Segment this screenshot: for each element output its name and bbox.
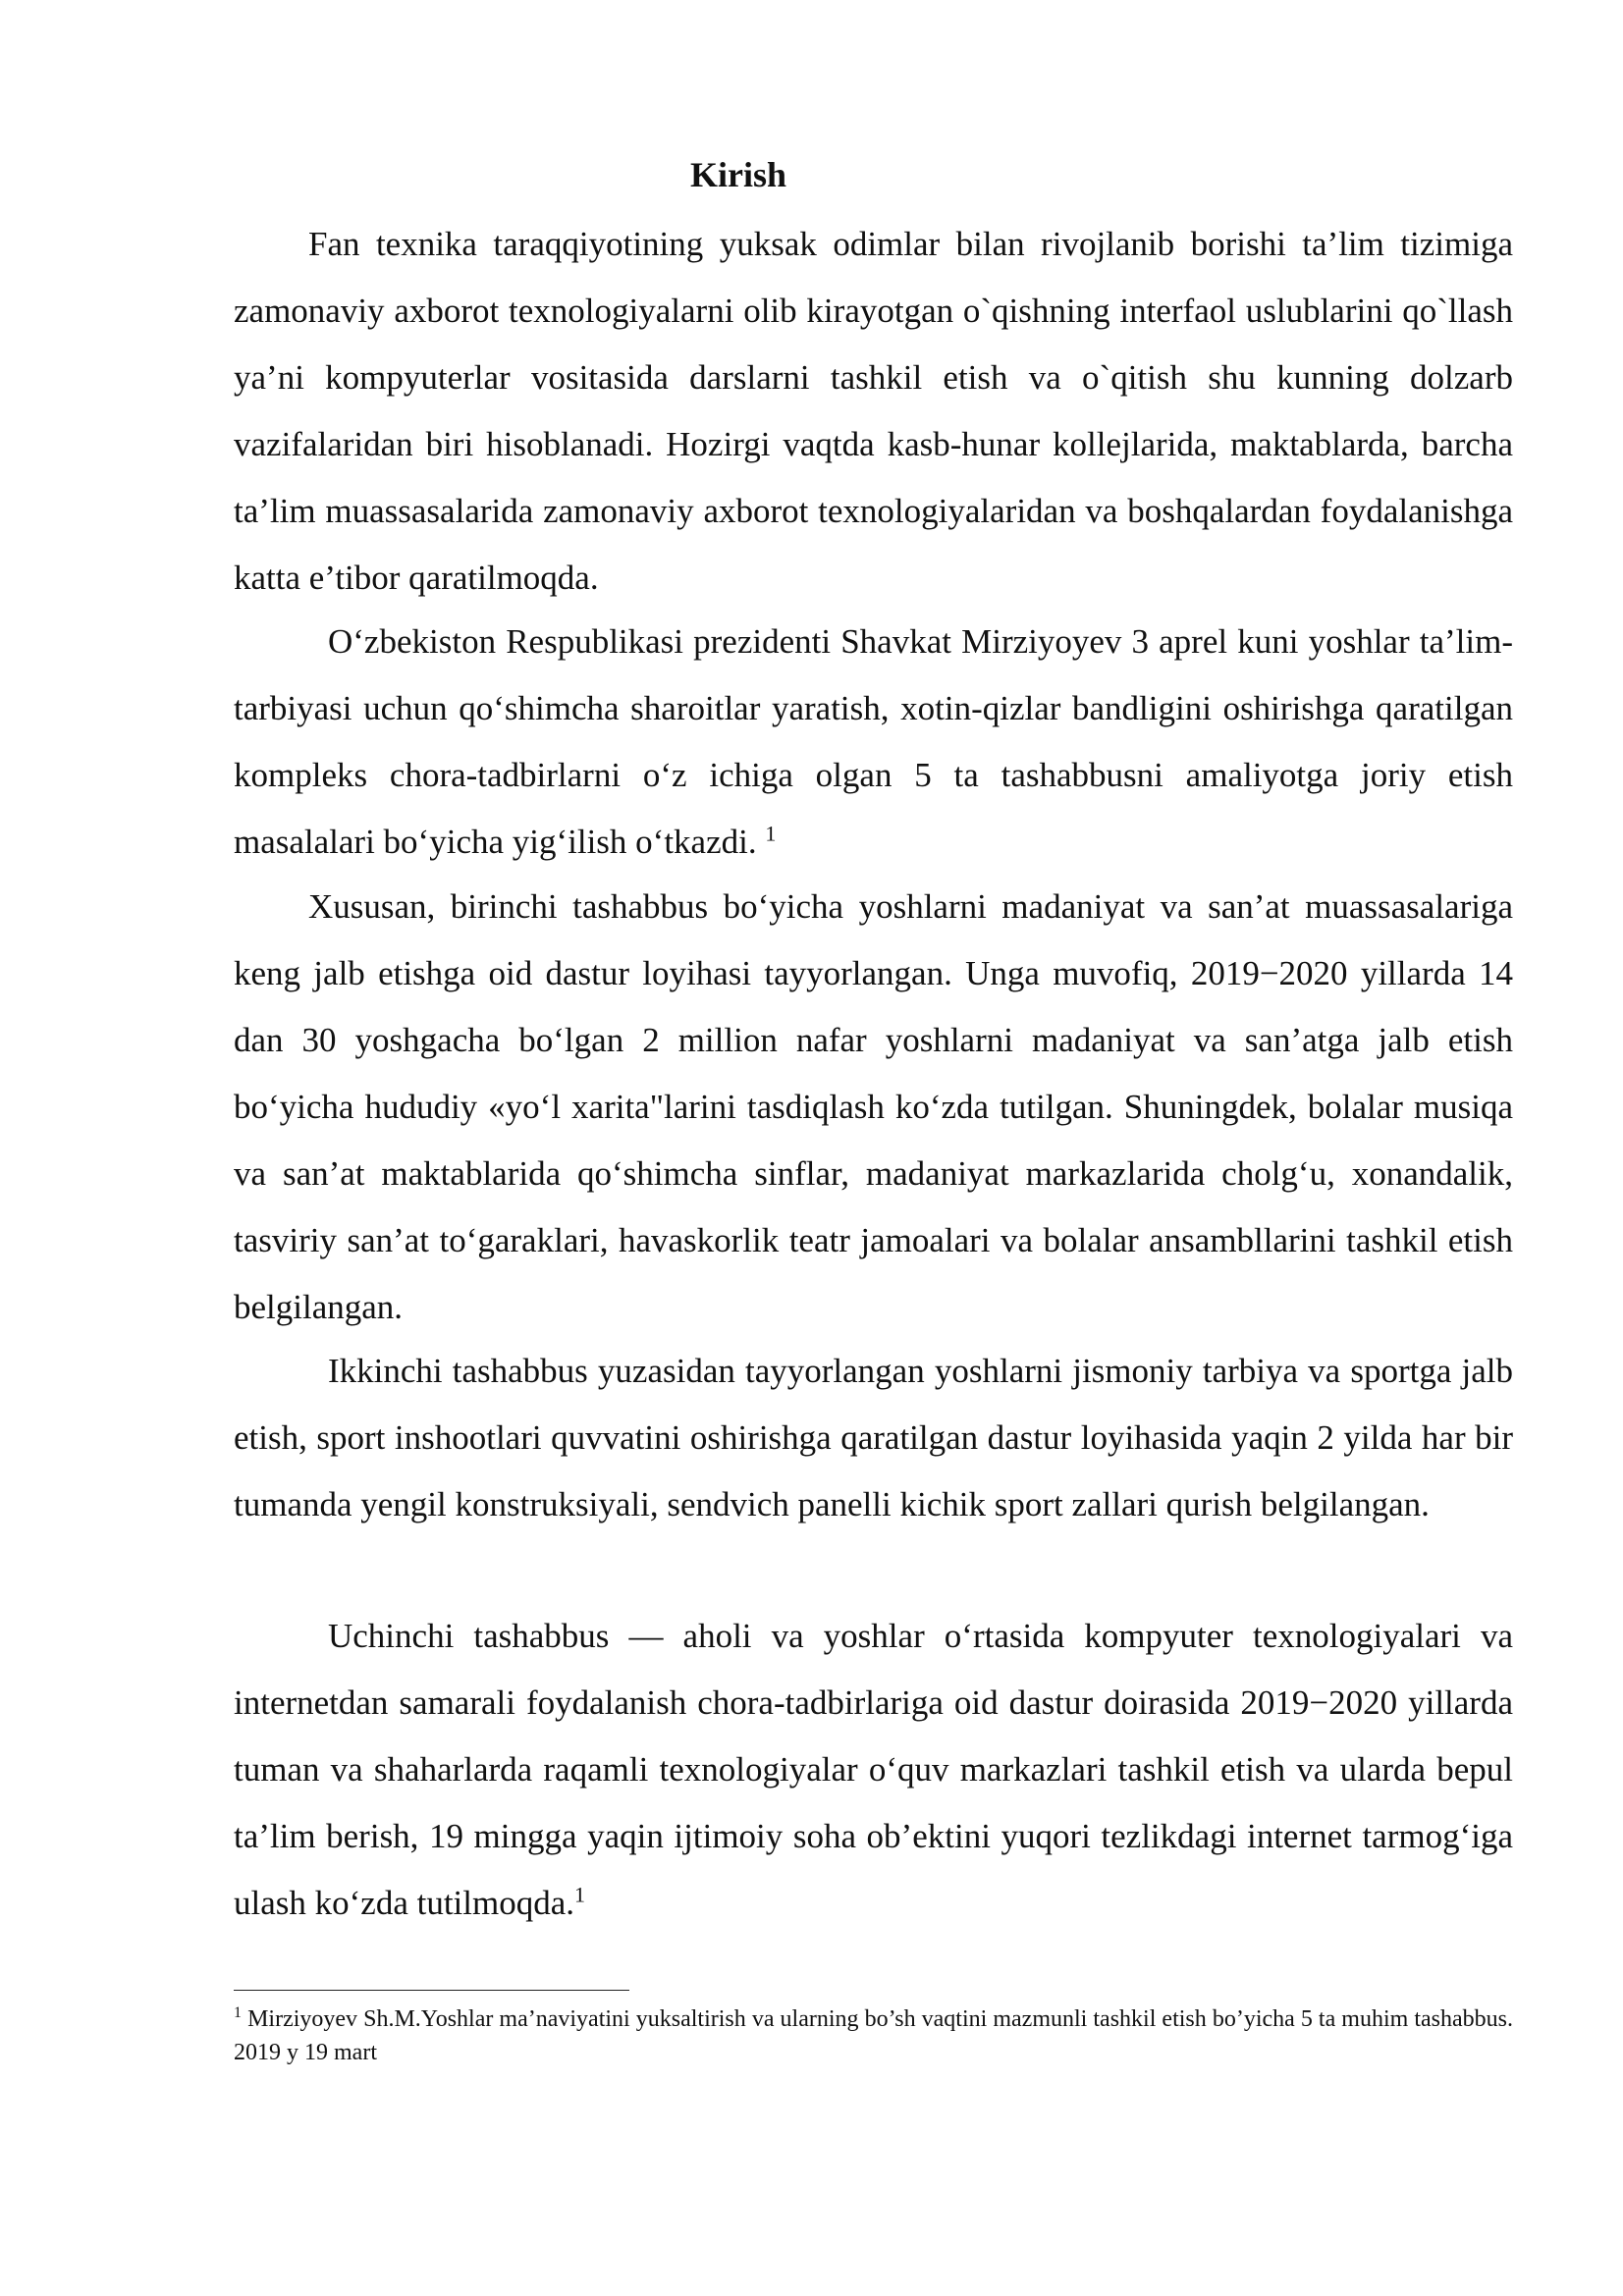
paragraph-1: [234, 211, 1513, 612]
paragraph-4: [234, 1338, 1513, 1538]
paragraph-1-text: Fan texnika taraqqiyotining yuksak odimlar bilan rivojlanib borishi ta’lim tizimiga zamonaviy axborot texnologiyalarni olib kirayotgan o`qishning interfaol uslublarini qo`llash ya’ni kompyuterlar vositasida darslarni tashkil etish va o`qitish shu kunning dolzarb vazifalaridan biri hisoblanadi. Hozirgi vaqtda kasb-hunar kollejlarida, maktablarda, barcha ta’lim muassasalarida zamonaviy axborot texnologiyalaridan va boshqalardan foydalanishga katta e’tibor qaratilmoqda.: [234, 225, 1513, 597]
paragraph-5: [234, 1603, 1513, 1937]
footnote-separator: [234, 1990, 629, 1991]
footnote: [234, 2002, 1513, 2069]
footnote-reference: 1: [765, 821, 777, 846]
footnote-reference: 1: [574, 1882, 586, 1907]
paragraph-3-text: Xususan, birinchi tashabbus bo‘yicha yoshlarni madaniyat va san’at muassasalariga keng jalb etishga oid dastur loyihasi tayyorlangan. Unga muvofiq, 2019−2020 yillarda 14 dan 30 yoshgacha bo‘lgan 2 million nafar yoshlarni madaniyat va san’atga jalb etish bo‘yicha hududiy «yo‘l xarita"larini tasdiqlash ko‘zda tutilgan. Shuningdek, bolalar musiqa va san’at maktablarida qo‘shimcha sinflar, madaniyat markazlarida cholg‘u, xonandalik, tasviriy san’at to‘garaklari, havaskorlik teatr jamoalari va bolalar ansambllarini tashkil etish belgilangan.: [234, 887, 1513, 1326]
footnote-text: Mirziyoyev Sh.M.Yoshlar ma’naviyatini yuksaltirish va ularning bo’sh vaqtini mazmunli tashkil etish bo’yicha 5 ta muhim tashabbus. 2019 y 19 mart: [234, 2006, 1513, 2065]
page-title: Kirish: [689, 155, 786, 194]
paragraph-2-text: O‘zbekiston Respublikasi prezidenti Shavkat Mirziyoyev 3 aprel kuni yoshlar ta’lim-tarbiyasi uchun qo‘shimcha sharoitlar yaratish, xotin-qizlar bandligini oshirishga qaratilgan kompleks chora-tadbirlarni o‘z ichiga olgan 5 ta tashabbusni amaliyotga joriy etish masalalari bo‘yicha yig‘ilish o‘tkazdi.: [234, 622, 1513, 861]
paragraph-5-text: Uchinchi tashabbus — aholi va yoshlar o‘rtasida kompyuter texnologiyalari va internetdan samarali foydalanish chora-tadbirlariga oid dastur doirasida 2019−2020 yillarda tuman va shaharlarda raqamli texnologiyalar o‘quv markazlari tashkil etish va ularda bepul ta’lim berish, 19 mingga yaqin ijtimoiy soha ob’ektini yuqori tezlikdagi internet tarmog‘iga ulash ko‘zda tutilmoqda.: [234, 1617, 1513, 1922]
paragraph-3: [234, 874, 1513, 1341]
footnote-mark: 1: [234, 2004, 242, 2021]
paragraph-4-text: Ikkinchi tashabbus yuzasidan tayyorlangan yoshlarni jismoniy tarbiya va sportga jalb etish, sport inshootlari quvvatini oshirishga qaratilgan dastur loyihasida yaqin 2 yilda har bir tumanda yengil konstruksiyali, sendvich panelli kichik sport zallari qurish belgilangan.: [234, 1352, 1513, 1523]
paragraph-2: [234, 609, 1513, 876]
